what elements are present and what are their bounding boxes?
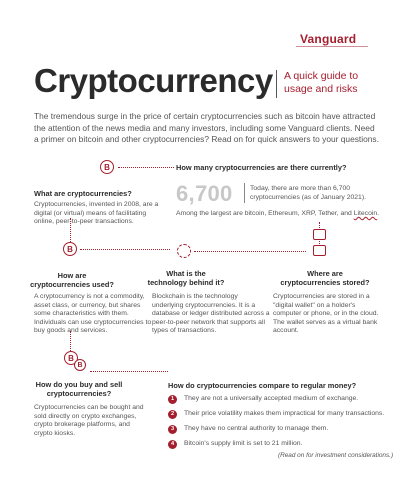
buy-body: Cryptocurrencies can be bought and sold directly on crypto exchanges, crypto brokerage platforms, and crypto kiosks.: [34, 404, 144, 437]
blockchain-gear-icon: [177, 244, 191, 258]
list-item-text: Bitcoin's supply limit is set to 21 million.: [184, 439, 303, 447]
tech-heading: What is the technology behind it?: [147, 269, 225, 287]
list-item-text: They have no central authority to manage them.: [184, 424, 329, 432]
connector-dots: [70, 331, 71, 353]
list-item-text: Their price volatility makes them impractical for many transactions.: [184, 409, 385, 417]
largest-cryptos-text: Among the largest are bitcoin, Ethereum, XRP, Tether, and Litecoin.: [176, 210, 380, 217]
wallet-icon: [313, 229, 326, 240]
compare-list: [168, 393, 388, 450]
used-body: A cryptocurrency is not a commodity, asset class, or currency, but shares some characteristics with them. Individuals can use cryptocurrencies to buy goods and services.: [34, 293, 152, 335]
page-subtitle: A quick guide to usage and risks: [284, 70, 359, 95]
vanguard-logo: Vanguard: [300, 32, 357, 46]
bitcoin-icon: B: [74, 359, 86, 371]
bitcoin-icon: B: [63, 242, 77, 256]
crypto-count-text: Today, there are more than 6,700 cryptocurrencies (as of January 2021).: [250, 185, 366, 201]
bitcoin-icon: B: [100, 160, 114, 174]
number-badge: 3: [168, 425, 177, 434]
how-many-heading: How many cryptocurrencies are there currently?: [176, 163, 347, 172]
list-item: [168, 423, 388, 435]
what-body: Cryptocurrencies, invented in 2008, are a digital (or virtual) means of facilitating online, peer-to-peer transactions.: [34, 201, 159, 226]
wallet-icon: [313, 245, 326, 256]
list-item: [168, 408, 388, 420]
intro-paragraph: The tremendous surge in the price of certain cryptocurrencies such as bitcoin have attracted the attention of the news media and many investors, including some Vanguard clients. Need a primer on bitcoin and other cryptocurrencies? Read on for quick answers to your questions.: [34, 111, 379, 144]
what-heading: What are cryptocurrencies?: [34, 189, 132, 198]
number-divider: [244, 183, 245, 203]
number-badge: 2: [168, 410, 177, 419]
compare-heading: How do cryptocurrencies compare to regular money?: [168, 381, 357, 390]
title-divider: [276, 70, 277, 98]
buy-heading: How do you buy and sell cryptocurrencies?: [35, 380, 123, 398]
stored-heading: Where are cryptocurrencies stored?: [280, 269, 370, 287]
list-item-text: They are not a universally accepted medium of exchange.: [184, 394, 359, 402]
connector-dots: [194, 251, 306, 252]
footer-note: (Read on for investment considerations.): [278, 452, 394, 459]
bitcoin-icon: B: [64, 351, 78, 365]
connector-dots: [90, 371, 168, 372]
number-badge: 4: [168, 440, 177, 449]
crypto-count-number: 6,700: [176, 181, 233, 206]
connector-dots: [80, 249, 170, 250]
number-badge: 1: [168, 395, 177, 404]
tech-body: Blockchain is the technology underlying cryptocurrencies. It is a database or ledger distributed across a peer-to-peer network that supports all types of transactions.: [152, 293, 270, 335]
connector-dots: [118, 167, 174, 168]
used-heading: How are cryptocurrencies used?: [30, 271, 114, 289]
list-item: [168, 393, 388, 405]
list-item: [168, 438, 388, 450]
stored-body: Cryptocurrencies are stored in a "digital wallet" on a holder's computer or phone, or in the cloud. The wallet serves as a virtual bank account.: [273, 293, 379, 335]
logo-underline: [296, 46, 368, 47]
page-title: Cryptocurrency: [34, 62, 273, 99]
